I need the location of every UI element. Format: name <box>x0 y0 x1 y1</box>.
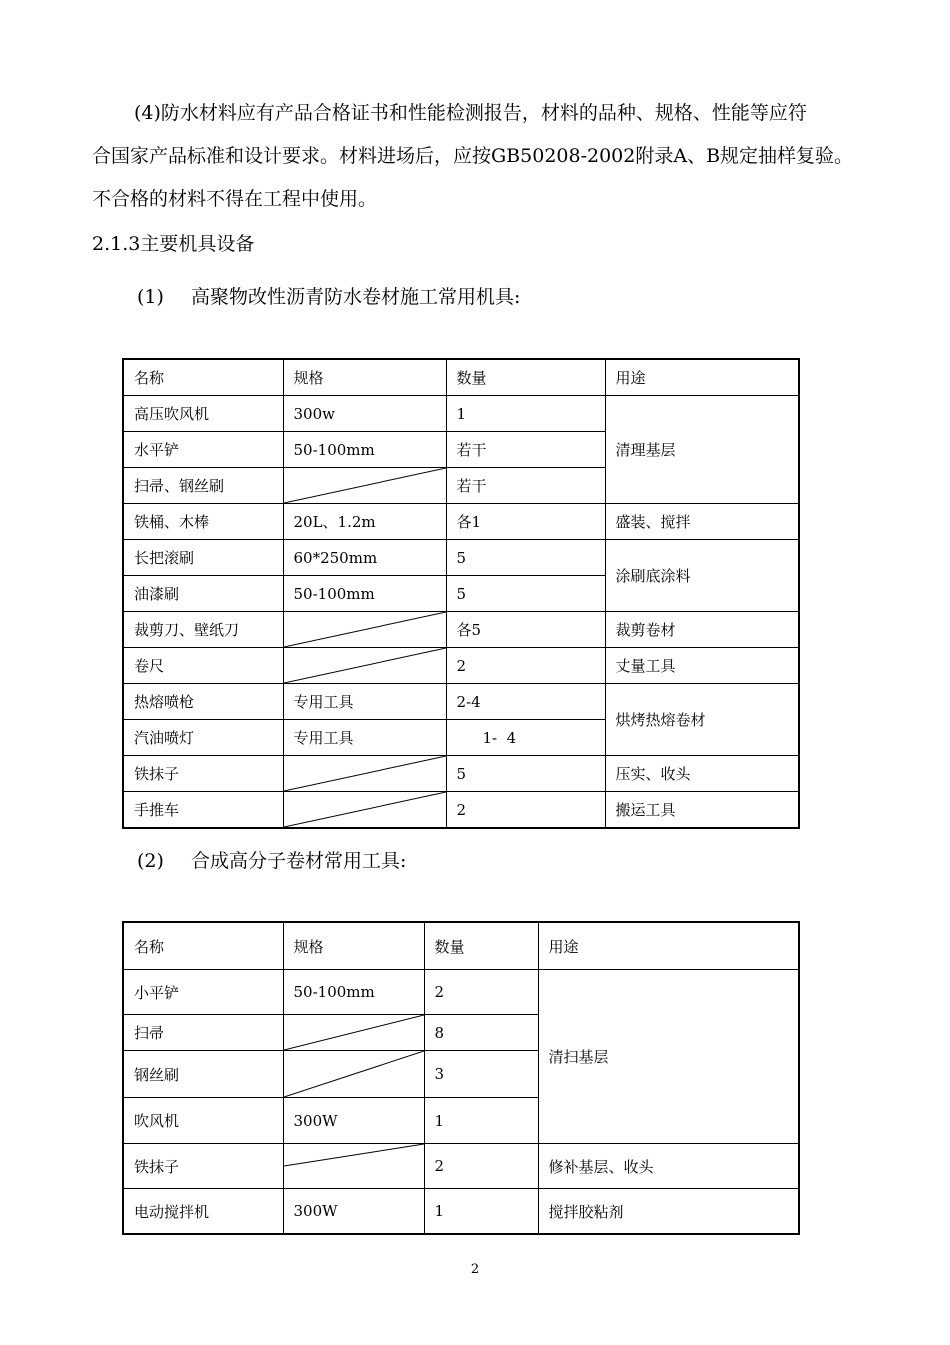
empty-slash-cell <box>283 1015 424 1051</box>
cell-qty: 1 <box>446 396 605 432</box>
table-row <box>123 970 799 1015</box>
cell-usage: 修补基层、收头 <box>538 1144 799 1189</box>
cell-usage: 盛装、搅拌 <box>605 504 799 540</box>
subsection-heading-2 <box>137 846 406 873</box>
cell-name: 铁桶、木棒 <box>123 504 283 540</box>
cell-qty: 3 <box>424 1051 538 1098</box>
header-cell: 规格 <box>283 922 424 970</box>
header-cell: 名称 <box>123 359 283 396</box>
page-number: 2 <box>470 1262 480 1277</box>
table-row <box>123 1144 799 1189</box>
paragraph-line: (4)防水材料应有产品合格证书和性能检测报告，材料的品种、规格、性能等应符 <box>134 102 807 124</box>
cell-usage: 压实、收头 <box>605 756 799 792</box>
cell-name: 扫帚、钢丝刷 <box>123 468 283 504</box>
table-row <box>123 792 799 829</box>
cell-usage: 涂刷底涂料 <box>605 540 799 612</box>
cell-name: 手推车 <box>123 792 283 829</box>
header-cell: 规格 <box>283 359 446 396</box>
table-row <box>123 684 799 720</box>
cell-name: 铁抹子 <box>123 1144 283 1189</box>
cell-usage: 清理基层 <box>605 396 799 504</box>
tools-table-1 <box>122 358 800 829</box>
cell-name: 高压吹风机 <box>123 396 283 432</box>
cell-name: 扫帚 <box>123 1015 283 1051</box>
cell-name: 长把滚刷 <box>123 540 283 576</box>
subsection-heading-1 <box>137 282 520 309</box>
paragraph-line: 不合格的材料不得在工程中使用。 <box>92 188 378 210</box>
header-cell: 数量 <box>446 359 605 396</box>
subsection-number: (1) <box>137 286 164 308</box>
subsection-title: 高聚物改性沥青防水卷材施工常用机具: <box>191 286 521 308</box>
cell-qty: 5 <box>446 540 605 576</box>
header-cell: 用途 <box>538 922 799 970</box>
cell-name: 裁剪刀、壁纸刀 <box>123 612 283 648</box>
subsection-number: (2) <box>137 850 164 872</box>
cell-spec: 50-100mm <box>283 432 446 468</box>
cell-qty: 2 <box>446 648 605 684</box>
empty-slash-cell <box>283 1051 424 1098</box>
cell-qty: 1 <box>424 1098 538 1144</box>
cell-name: 吹风机 <box>123 1098 283 1144</box>
cell-spec: 50-100mm <box>283 970 424 1015</box>
table-row <box>123 504 799 540</box>
cell-name: 油漆刷 <box>123 576 283 612</box>
empty-slash-cell <box>283 1144 424 1189</box>
header-cell: 数量 <box>424 922 538 970</box>
cell-spec: 300w <box>283 396 446 432</box>
table-row <box>123 648 799 684</box>
header-cell: 名称 <box>123 922 283 970</box>
cell-qty: 8 <box>424 1015 538 1051</box>
header-cell: 用途 <box>605 359 799 396</box>
section-heading: 2.1.3主要机具设备 <box>92 233 255 255</box>
cell-qty: 若干 <box>446 432 605 468</box>
empty-slash-cell <box>283 468 446 504</box>
cell-name: 铁抹子 <box>123 756 283 792</box>
cell-spec: 20L、1.2m <box>283 504 446 540</box>
table-header-row <box>123 922 799 970</box>
cell-qty: 2 <box>424 970 538 1015</box>
cell-name: 水平铲 <box>123 432 283 468</box>
cell-usage: 丈量工具 <box>605 648 799 684</box>
cell-qty: 5 <box>446 576 605 612</box>
paragraph-line: 合国家产品标准和设计要求。材料进场后，应按GB50208-2002附录A、B规定抽样复验。 <box>92 145 854 167</box>
table-row <box>123 396 799 432</box>
cell-qty: 各1 <box>446 504 605 540</box>
cell-name: 汽油喷灯 <box>123 720 283 756</box>
cell-usage: 搬运工具 <box>605 792 799 829</box>
empty-slash-cell <box>283 756 446 792</box>
cell-qty: 2 <box>446 792 605 829</box>
cell-usage: 搅拌胶粘剂 <box>538 1189 799 1235</box>
cell-name: 钢丝刷 <box>123 1051 283 1098</box>
table-header-row <box>123 359 799 396</box>
table-row <box>123 1189 799 1235</box>
cell-qty: 若干 <box>446 468 605 504</box>
cell-spec: 专用工具 <box>283 720 446 756</box>
table-row <box>123 612 799 648</box>
cell-name: 小平铲 <box>123 970 283 1015</box>
cell-qty: 各5 <box>446 612 605 648</box>
cell-qty: 1- 4 <box>446 720 605 756</box>
empty-slash-cell <box>283 612 446 648</box>
cell-spec: 300W <box>283 1189 424 1235</box>
cell-spec: 专用工具 <box>283 684 446 720</box>
cell-qty: 5 <box>446 756 605 792</box>
table-row <box>123 756 799 792</box>
cell-spec: 60*250mm <box>283 540 446 576</box>
empty-slash-cell <box>283 648 446 684</box>
intro-paragraph <box>92 92 872 221</box>
cell-usage: 清扫基层 <box>538 970 799 1144</box>
table-row <box>123 540 799 576</box>
cell-name: 卷尺 <box>123 648 283 684</box>
cell-usage: 烘烤热熔卷材 <box>605 684 799 756</box>
subsection-title: 合成高分子卷材常用工具: <box>191 850 407 872</box>
cell-spec: 50-100mm <box>283 576 446 612</box>
cell-name: 电动搅拌机 <box>123 1189 283 1235</box>
cell-qty: 2-4 <box>446 684 605 720</box>
cell-spec: 300W <box>283 1098 424 1144</box>
cell-qty: 2 <box>424 1144 538 1189</box>
empty-slash-cell <box>283 792 446 829</box>
cell-name: 热熔喷枪 <box>123 684 283 720</box>
cell-usage: 裁剪卷材 <box>605 612 799 648</box>
cell-qty: 1 <box>424 1189 538 1235</box>
tools-table-2 <box>122 921 800 1235</box>
